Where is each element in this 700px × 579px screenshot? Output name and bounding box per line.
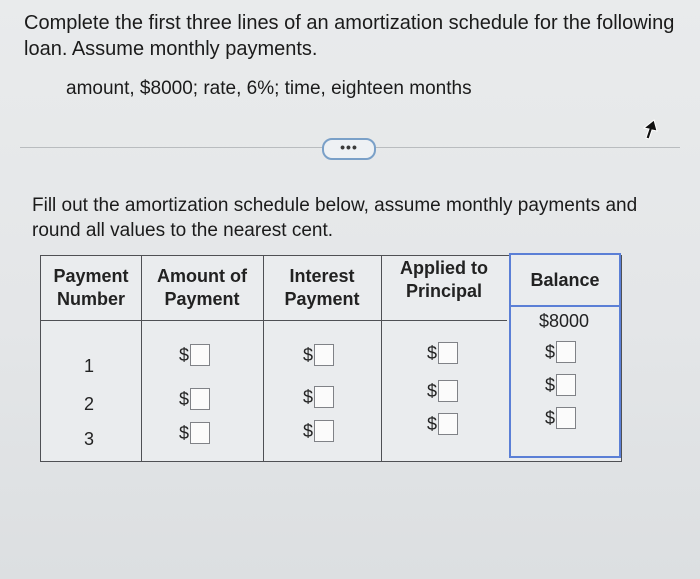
amount-row-1 [179,344,210,366]
payment-number-1: 1 [84,356,95,376]
principal-input-3[interactable] [438,413,458,435]
initial-balance: $8000 [539,311,590,331]
dollar-sign: $ [303,386,314,407]
interest-row-1 [303,344,334,366]
question-text: Complete the first three lines of an amortization schedule for the following loan. Assume monthly payments. [24,12,675,60]
balance-header-line [511,305,619,307]
dollar-sign: $ [545,341,556,362]
expand-more-button[interactable]: ••• [322,138,376,160]
amortization-schedule-table [40,255,622,462]
dollar-sign: $ [545,407,556,428]
amount-input-1[interactable] [190,344,210,366]
dollar-sign: $ [303,344,314,365]
column-divider [263,256,264,461]
balance-row-1 [545,341,576,363]
amount-input-3[interactable] [190,422,210,444]
interest-input-2[interactable] [314,386,334,408]
amount-row-2 [179,388,210,410]
mouse-cursor-icon [640,118,660,140]
balance-row-3 [545,407,576,429]
dollar-sign: $ [179,388,190,409]
balance-input-1[interactable] [556,341,576,363]
balance-input-2[interactable] [556,374,576,396]
dollar-sign: $ [179,344,190,365]
header-interest-payment: Interest Payment [284,266,360,309]
header-amount-of-payment: Amount of Payment [157,266,247,309]
payment-number-3: 3 [84,429,95,449]
dollar-sign: $ [427,342,438,363]
header-row-line [41,320,507,321]
dollar-sign: $ [427,380,438,401]
payment-number-2: 2 [84,394,95,414]
interest-row-3 [303,420,334,442]
principal-row-2 [427,380,458,402]
header-balance: Balance [530,269,600,290]
interest-input-1[interactable] [314,344,334,366]
principal-input-1[interactable] [438,342,458,364]
dollar-sign: $ [303,420,314,441]
column-divider [381,256,382,461]
instruction-text: Fill out the amortization schedule below, assume monthly payments and round all values to the nearest cent. [32,195,638,241]
header-payment-number: Payment Number [53,266,129,309]
principal-input-2[interactable] [438,380,458,402]
balance-column [509,253,621,458]
column-divider [141,256,142,461]
amount-input-2[interactable] [190,388,210,410]
header-applied-to-principal: Applied to Principal [400,258,488,301]
dollar-sign: $ [179,422,190,443]
amount-row-3 [179,422,210,444]
principal-row-1 [427,342,458,364]
principal-row-3 [427,413,458,435]
interest-row-2 [303,386,334,408]
dollar-sign: $ [545,374,556,395]
dollar-sign: $ [427,413,438,434]
loan-givens: amount, $8000; rate, 6%; time, eighteen months [66,78,472,99]
interest-input-3[interactable] [314,420,334,442]
balance-row-2 [545,374,576,396]
balance-input-3[interactable] [556,407,576,429]
